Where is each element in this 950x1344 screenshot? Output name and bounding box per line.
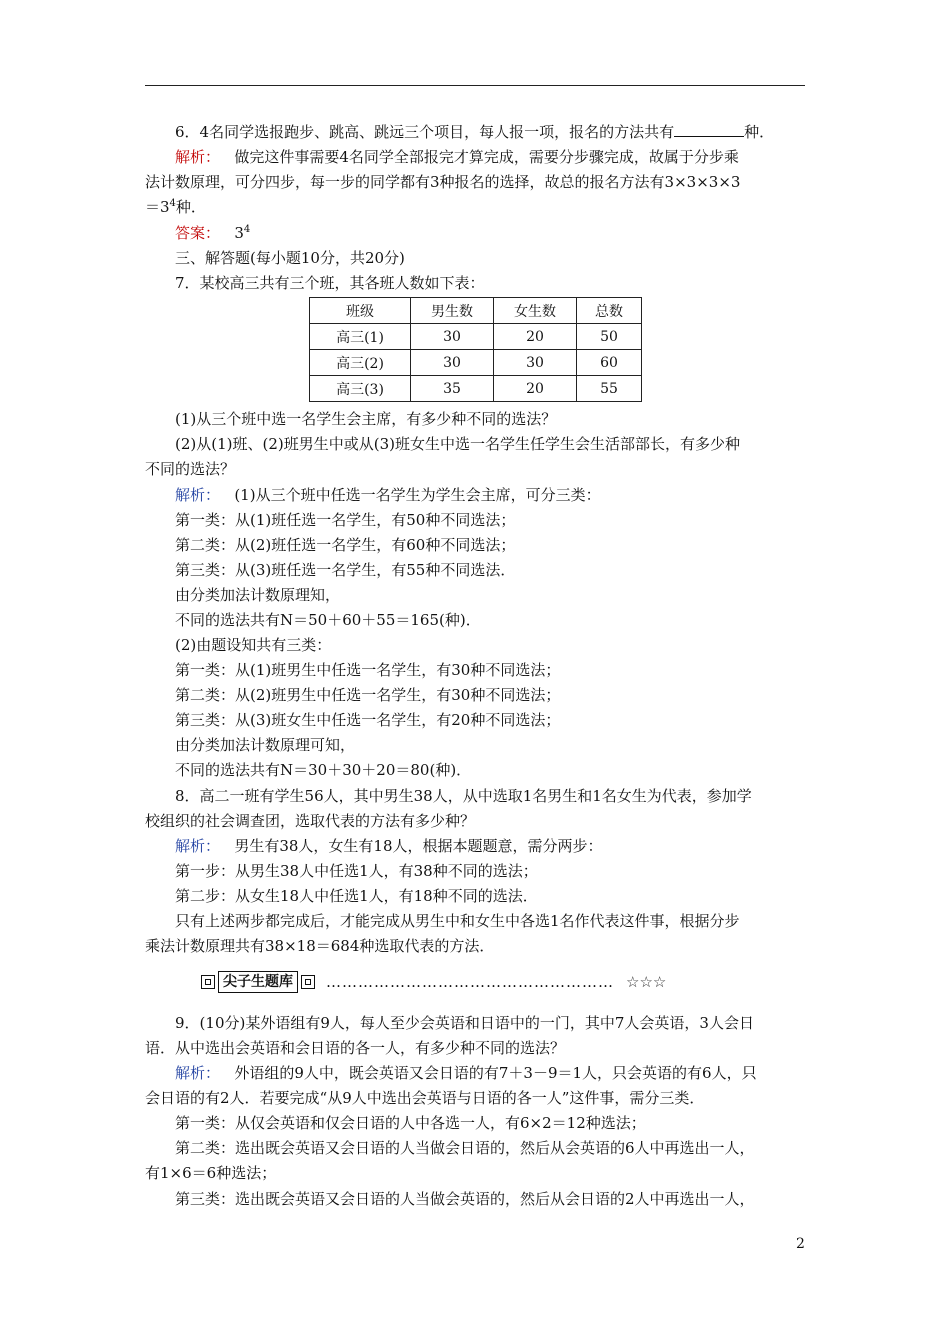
q9-cat2-line2: 有1×6＝6种选法； (145, 1164, 277, 1182)
table-header: 女生数 (494, 298, 577, 324)
q8-step2: 第二步：从女生18人中任选1人，有18种不同的选法． (175, 887, 538, 905)
q9-jiexi-line2: 会日语的有2人．若要完成“从9人中选出会英语与日语的各一人”这件事，需分三类． (145, 1089, 705, 1107)
q6-stem-end: 种． (744, 123, 775, 141)
q8-jiexi-text: 男生有38人，女生有18人，根据本题题意，需分两步： (234, 837, 603, 855)
q9-cat1: 第一类：从仅会英语和仅会日语的人中各选一人，有6×2＝12种选法； (175, 1114, 646, 1132)
difficulty-stars: ☆☆☆ (626, 973, 667, 991)
q6-answer-base: 3 (234, 224, 244, 242)
q7-solution-line: 不同的选法共有N＝50＋60＋55＝165(种)． (175, 611, 481, 629)
table-row (310, 324, 642, 350)
q7-solution-line: (2)由题设知共有三类： (175, 636, 332, 654)
q7-solution-line: 第二类：从(2)班任选一名学生，有60种不同选法； (175, 536, 516, 554)
table-cell: 20 (494, 324, 577, 350)
q7-stem: 7．某校高三共有三个班，其各班人数如下表： (175, 274, 485, 292)
q6-expr-end: 种． (175, 198, 206, 216)
q9-stem-line1: 9．(10分)某外语组有9人，每人至少会英语和日语中的一门，其中7人会英语，3人会日 (175, 1014, 754, 1032)
table-cell: 高三(2) (310, 350, 411, 376)
q8-stem-line1: 8．高二一班有学生56人，其中男生38人，从中选取1名男生和1名女生为代表，参加学 (175, 787, 752, 805)
q6-answer-exponent: 4 (243, 224, 251, 235)
q7-sub1: (1)从三个班中选一名学生会主席，有多少种不同的选法？ (175, 410, 557, 428)
q9-jiexi-text: 外语组的9人中，既会英语又会日语的有7＋3－9＝1人，只会英语的有6人，只 (234, 1064, 757, 1082)
q6-exponent: 4 (169, 198, 176, 209)
q7-solution-line: 由分类加法计数原理知， (175, 586, 341, 604)
table-cell: 高三(3) (310, 376, 411, 402)
table-cell: 30 (411, 350, 494, 376)
answer-blank (674, 122, 744, 137)
question-bank-banner (198, 970, 666, 994)
q9-stem-line2: 语．从中选出会英语和会日语的各一人，有多少种不同的选法？ (145, 1039, 566, 1057)
table-header: 总数 (577, 298, 642, 324)
q8-conclusion-line1: 只有上述两步都完成后，才能完成从男生中和女生中各选1名作代表这件事，根据分步 (175, 912, 740, 930)
q9-jiexi-line (145, 1062, 845, 1084)
q8-jiexi-line (145, 835, 845, 857)
q6-expr: ＝3 (145, 198, 170, 216)
q6-jiexi-line1 (145, 146, 845, 168)
question-bank-title: 尖子生题库 (218, 971, 298, 993)
q9-jiexi-label: 解析： (175, 1064, 221, 1082)
q6-answer (145, 222, 845, 244)
q7-solution-line: 第二类：从(2)班男生中任选一名学生，有30种不同选法； (175, 686, 561, 704)
table-row (310, 350, 642, 376)
table-cell: 55 (577, 376, 642, 402)
q7-solution-line: 第三类：从(3)班女生中任选一名学生，有20种不同选法； (175, 711, 561, 729)
q6-answer-label: 答案： (175, 224, 221, 242)
header-rule (145, 85, 805, 86)
table-cell: 35 (411, 376, 494, 402)
q7-solution-line: 第三类：从(3)班任选一名学生，有55种不同选法． (175, 561, 516, 579)
q7-sub2-line1: (2)从(1)班、(2)班男生中或从(3)班女生中选一名学生任学生会生活部部长，有多少种 (175, 435, 740, 453)
q7-solution-line: 第一类：从(1)班任选一名学生，有50种不同选法； (175, 511, 516, 529)
table-header: 男生数 (411, 298, 494, 324)
q7-jiexi-label: 解析： (175, 486, 221, 504)
q8-jiexi-label: 解析： (175, 837, 221, 855)
table-cell: 高三(1) (310, 324, 411, 350)
q6-stem (145, 121, 845, 143)
q7-sub2-line2: 不同的选法？ (145, 460, 236, 478)
q9-cat2-line1: 第二类：选出既会英语又会日语的人当做会日语的，然后从会英语的6人中再选出一人， (175, 1139, 755, 1157)
class-table (309, 297, 642, 402)
q6-jiexi-line3 (145, 196, 815, 218)
table-row (310, 376, 642, 402)
q7-solution-line: 第一类：从(1)班男生中任选一名学生，有30种不同选法； (175, 661, 561, 679)
table-header: 班级 (310, 298, 411, 324)
q8-stem-line2: 校组织的社会调查团，选取代表的方法有多少种？ (145, 812, 476, 830)
q6-jiexi-text: 做完这件事需要4名同学全部报完才算完成，需要分步骤完成，故属于分步乘 (234, 148, 739, 166)
dotted-leader: ……………………………………………… (326, 973, 614, 991)
table-cell: 30 (494, 350, 577, 376)
q8-conclusion-line2: 乘法计数原理共有38×18＝684种选取代表的方法． (145, 937, 495, 955)
q7-solution-line: 由分类加法计数原理可知， (175, 736, 356, 754)
q7-solution-line: 不同的选法共有N＝30＋30＋20＝80(种)． (175, 761, 472, 779)
q6-jiexi-label: 解析： (175, 148, 221, 166)
table-cell: 60 (577, 350, 642, 376)
section-heading: 三、解答题(每小题10分，共20分) (175, 249, 405, 267)
table-header-row (310, 298, 642, 324)
q7-jiexi-line (145, 484, 845, 506)
square-bullet-icon (301, 975, 315, 989)
page-number: 2 (796, 1236, 805, 1252)
table-cell: 30 (411, 324, 494, 350)
q6-stem-text: 6．4名同学选报跑步、跳高、跳远三个项目，每人报一项，报名的方法共有 (175, 123, 675, 141)
q8-step1: 第一步：从男生38人中任选1人，有38种不同的选法； (175, 862, 538, 880)
square-bullet-icon (201, 975, 215, 989)
q7-solution-text: (1)从三个班中任选一名学生为学生会主席，可分三类： (234, 486, 601, 504)
q9-cat3-line1: 第三类：选出既会英语又会日语的人当做会英语的，然后从会日语的2人中再选出一人， (175, 1190, 755, 1208)
q6-jiexi-line2: 法计数原理，可分四步，每一步的同学都有3种报名的选择，故总的报名方法有3×3×3×3 (145, 173, 741, 191)
table-cell: 20 (494, 376, 577, 402)
table-cell: 50 (577, 324, 642, 350)
